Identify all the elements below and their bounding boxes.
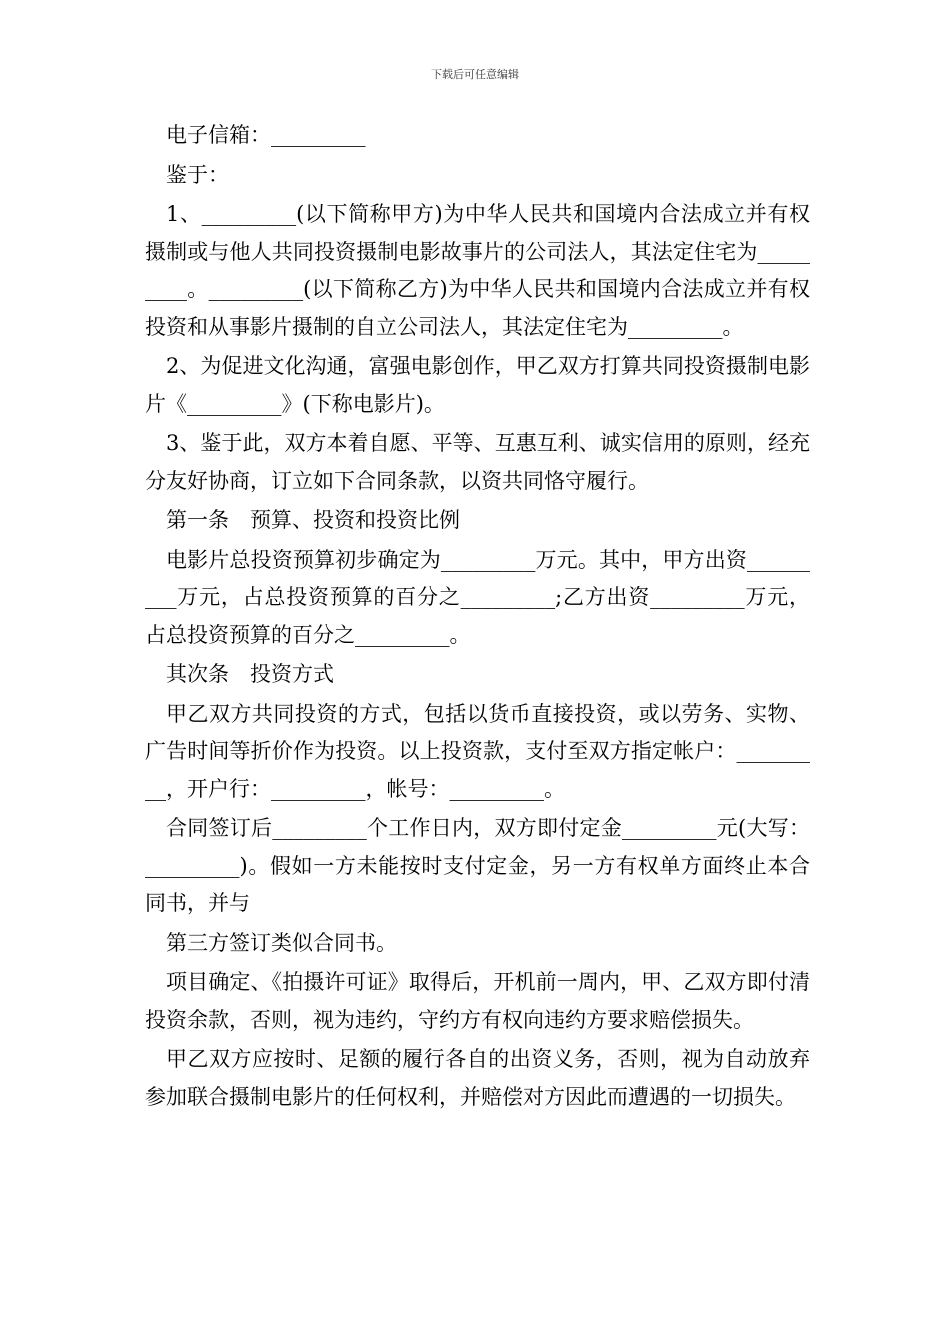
paragraph-email: 电子信箱：_________ [166, 123, 366, 147]
paragraph-recital-1: 1、_________(以下简称甲方)为中华人民共和国境内合法成立并有权摄制或与他人共同投资摄制电影故事片的公司法人，其法定住宅为_________。_________(以下简称乙方)为中华人民共和国境内合法成立并有权投资和从事影片摄制的自立公司法人，其法定住宅为_________。 [145, 202, 810, 339]
article-2-body-1: 甲乙双方共同投资的方式，包括以货币直接投资，或以劳务、实物、广告时间等折价作为投资。以上投资款，支付至双方指定帐户：_________，开户行：_________，帐号：_________。 [145, 701, 810, 801]
paragraph-whereas: 鉴于： [166, 162, 229, 187]
article-1-heading: 第一条 预算、投资和投资比例 [166, 508, 460, 532]
article-2-body-4: 项目确定、《拍摄许可证》取得后，开机前一周内，甲、乙双方即付清投资余款，否则，视为违约，守约方有权向违约方要求赔偿损失。 [145, 970, 810, 1032]
paragraph-recital-2: 2、为促进文化沟通，富强电影创作，甲乙双方打算共同投资摄制电影片《_________》(下称电影片)。 [145, 354, 810, 416]
article-2-body-3: 第三方签订类似合同书。 [166, 930, 397, 955]
article-2-body-2: 合同签订后_________个工作日内，双方即付定金_________元(大写：_________)。假如一方未能按时支付定金，另一方有权单方面终止本合同书，并与 [145, 816, 810, 915]
document-body [145, 117, 810, 1118]
page-header: 下载后可任意编辑 [431, 68, 519, 81]
article-2-body-5: 甲乙双方应按时、足额的履行各自的出资义务，否则，视为自动放弃参加联合摄制电影片的任何权利，并赔偿对方因此而遭遇的一切损失。 [145, 1047, 810, 1109]
article-2-heading: 其次条 投资方式 [166, 662, 334, 686]
article-1-body: 电影片总投资预算初步确定为_________万元。其中，甲方出资_________万元，占总投资预算的百分之_________;乙方出资_________万元，占总投资预算的百分之_________。 [145, 547, 810, 647]
paragraph-recital-3: 3、鉴于此，双方本着自愿、平等、互惠互利、诚实信用的原则，经充分友好协商，订立如下合同条款，以资共同恪守履行。 [145, 431, 810, 493]
